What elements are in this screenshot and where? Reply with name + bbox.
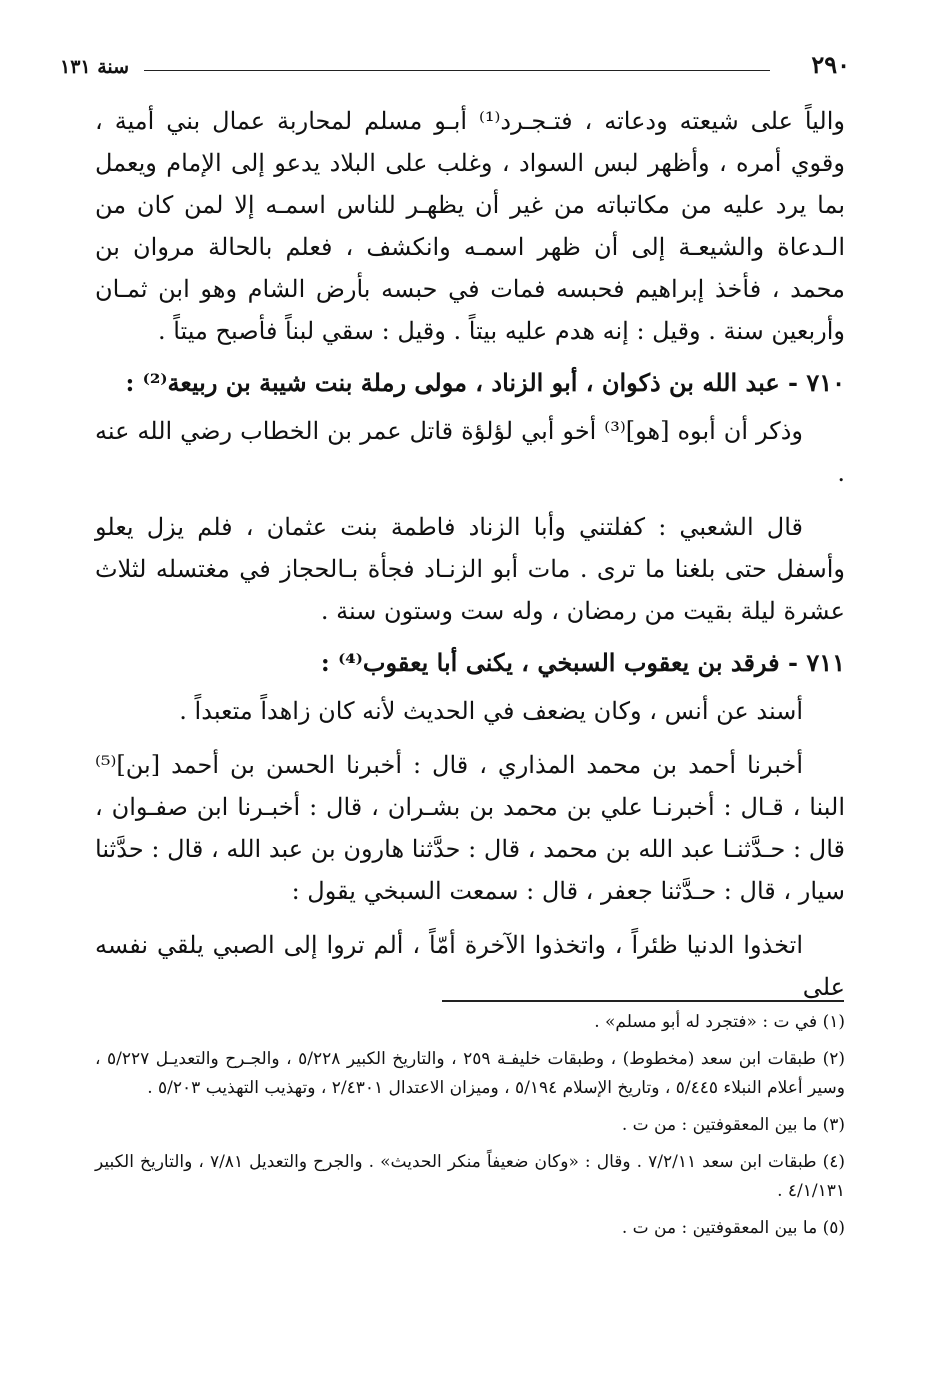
paragraph-shabi: قال الشعبي : كفلتني وأبا الزناد فاطمة بنت عثمان ، فلم يزل يعلو وأسفل حتى بلغنا ما ترى . مات أبو الزنـاد فجأة بـالحجاز في مغتسله لثلاث عشرة ليلة بقيت من رمضان ، وله ست وستون سنة . [95, 513, 845, 625]
main-text [95, 100, 845, 1008]
footnotes [95, 1008, 845, 1251]
running-head-year: سنة ١٣١ [60, 56, 130, 78]
footnote-3: (٣) ما بين المعقوفتين : من ت . [621, 1115, 845, 1135]
page-header [60, 50, 850, 84]
footnote-2: (٢) طبقات ابن سعد (مخطوط) ، وطبقات خليفـة ٢٥٩ ، والتاريخ الكبير ٥/٢٢٨ ، والجـرح والتعديـل ٥/٢٢٧ ، وسير أعلام النبلاء ٥/٤٤٥ ، وتاريخ الإسلام ٥/١٩٤ ، وميزان الاعتدال ٢/٤٣٠١ ، وتهذيب التهذيب ٥/٢٠٣ . [95, 1049, 845, 1098]
paragraph-anas: أسند عن أنس ، وكان يضعف في الحديث لأنه كان زاهداً متعبداً . [179, 697, 803, 725]
paragraph-intro: والياً على شيعته ودعاته ، فتـجـرد⁽¹⁾ أبـو مسلم لمحاربة عمال بني أمية ، وقوي أمره ، وأظهر لبس السواد ، وغلب على البلاد يدعو إلى الإمام ويعمل بما يرد عليه من مكاتباته من غير أن يظهـر للناس اسمـه إلا لمن كان من الـدعاة والشيعـة إلى أن ظهر اسمـه وانكشف ، فعلم بالحالة مروان بن محمد ، فأخذ إبراهيم فحبسه فمات في حبسه بأرض الشام وهو ابن ثمـان وأربعين سنة . وقيل : إنه هدم عليه بيتاً . وقيل : سقي لبناً فأصبح ميتاً . [95, 107, 845, 345]
footnote-5: (٥) ما بين المعقوفتين : من ت . [621, 1218, 845, 1238]
paragraph-isnad: أخبرنا أحمد بن محمد المذاري ، قال : أخبرنا الحسن بن أحمد [بن]⁽⁵⁾ البنا ، قـال : أخبرنـا علي بن محمد بن بشـران ، قال : أخبـرنا ابن صفـوان ، قال : حـدَّثنـا عبد الله بن محمد ، قال : حدَّثنا هارون بن عبد الله ، قال : حدَّثنا سيار ، قال : حـدَّثنا جعفر ، قال : سمعت السبخي يقول : [95, 751, 845, 905]
page-number: ٢٩٠ [811, 50, 850, 79]
footnote-4: (٤) طبقات ابن سعد ٧/٢/١١ . وقال : «وكان ضعيفاً منكر الحديث» . والجرح والتعديل ٧/٨١ ، والتاريخ الكبير ٤/١/١٣١ . [95, 1152, 845, 1201]
footnote-separator [442, 1000, 844, 1002]
entry-heading-711: ٧١١ - فرقد بن يعقوب السبخي ، يكنى أبا يعقوب⁽⁴⁾ : [320, 648, 845, 677]
paragraph-quote: اتخذوا الدنيا ظئراً ، واتخذوا الآخرة أمّاً ، ألم تروا إلى الصبي يلقي نفسه على [95, 931, 845, 1001]
entry-heading-710: ٧١٠ - عبد الله بن ذكوان ، أبو الزناد ، مولى رملة بنت شيبة بن ربيعة⁽²⁾ : [125, 368, 845, 397]
footnote-1: (١) في ت : «فتجرد له أبو مسلم» . [594, 1012, 845, 1032]
paragraph-father: وذكر أن أبوه [هو]⁽³⁾ أخو أبي لؤلؤة قاتل عمر بن الخطاب رضي الله عنه . [95, 417, 845, 487]
header-rule [144, 70, 770, 71]
